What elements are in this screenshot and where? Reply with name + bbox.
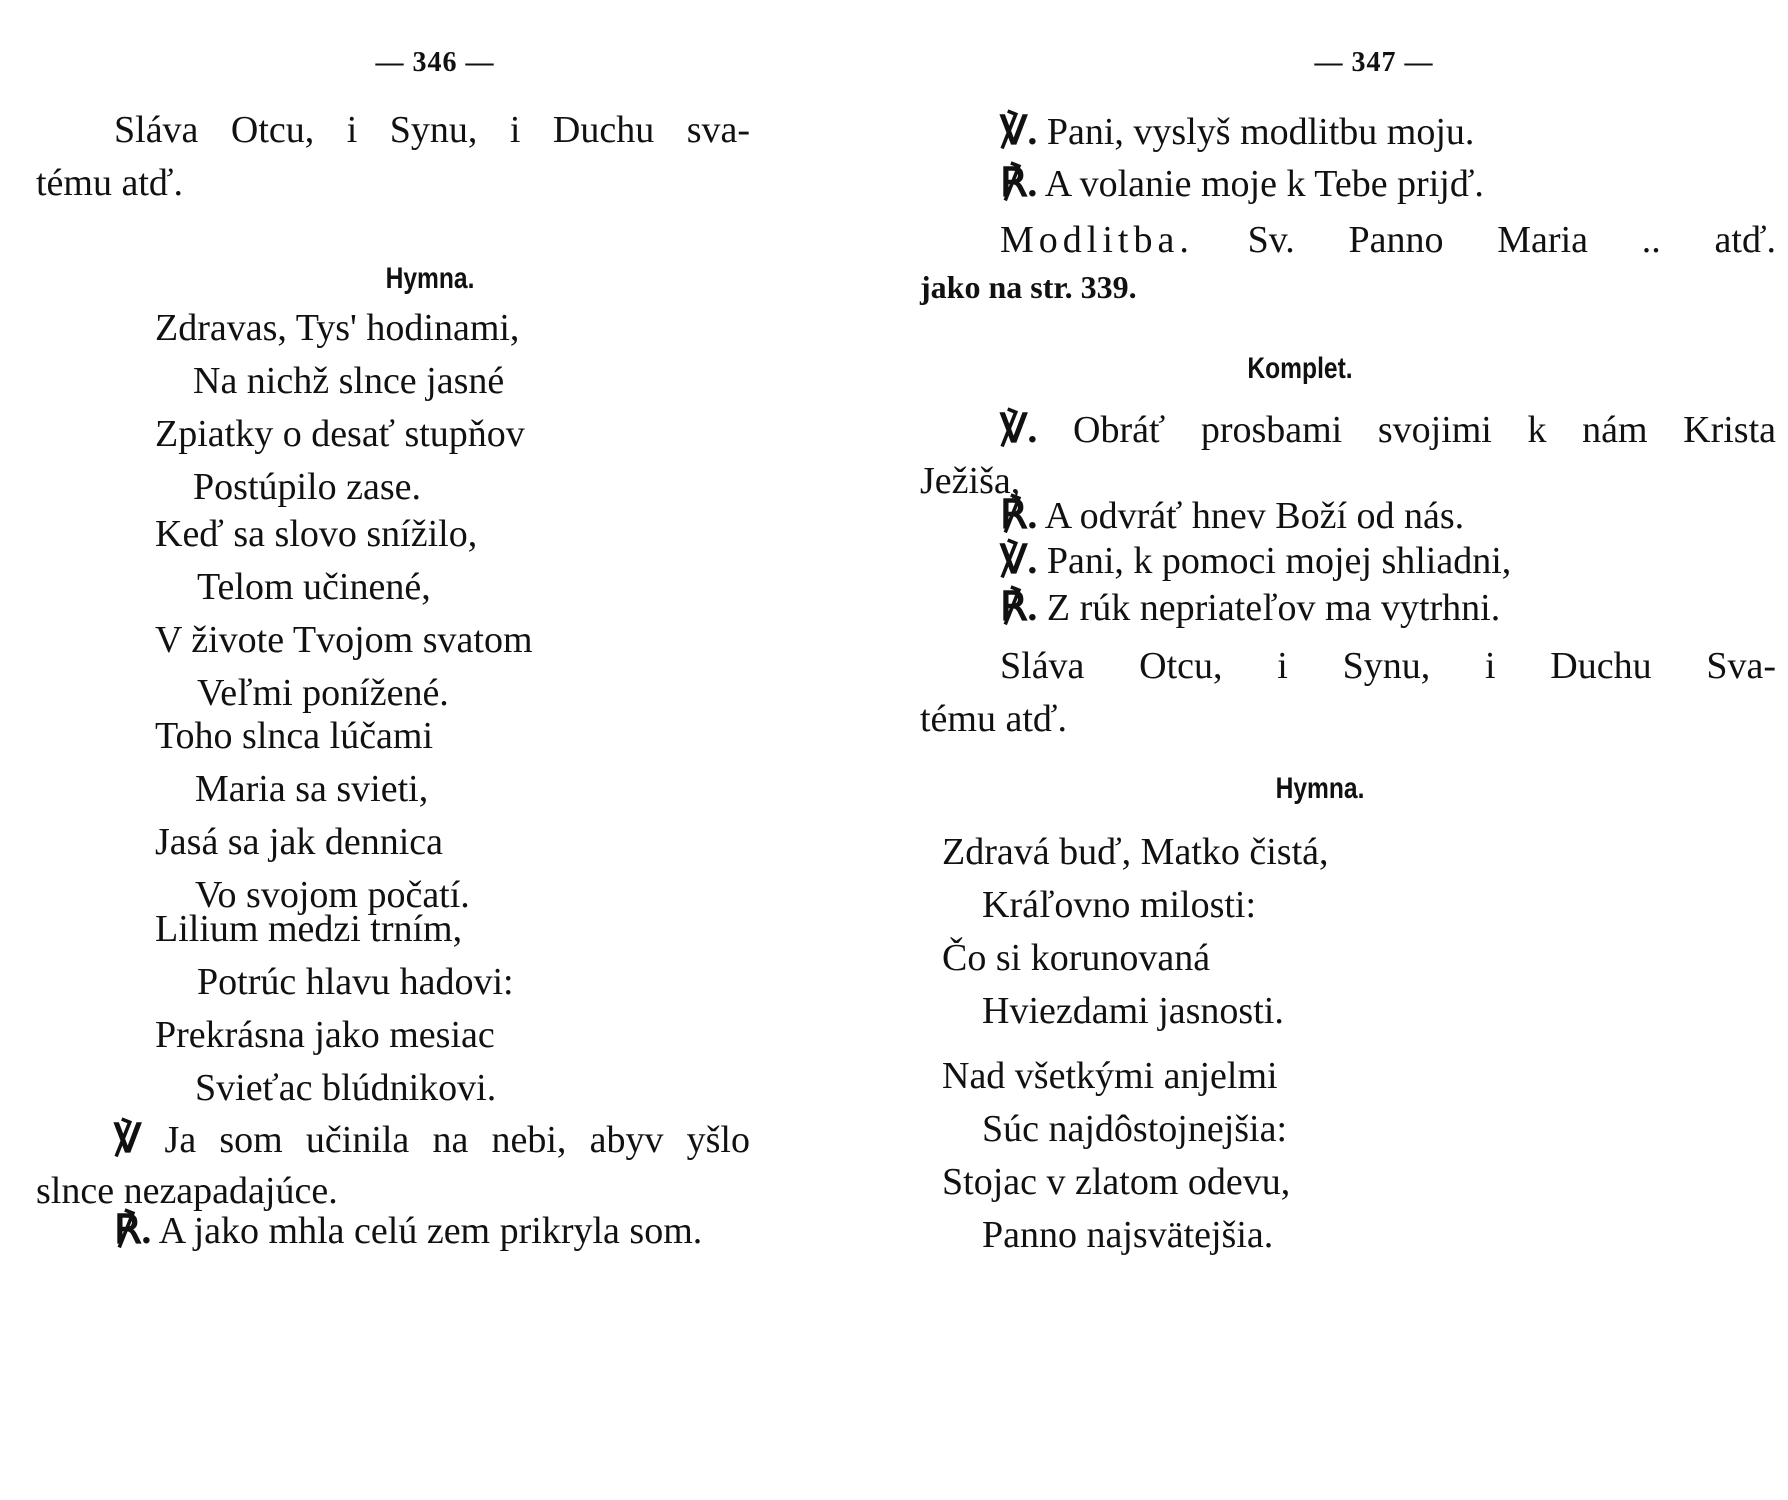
komplet-heading: Komplet. xyxy=(1247,352,1353,385)
versicle-right-2: ℣. Obráť prosbami svojimi k nám Krista Ježiša, xyxy=(920,406,1777,502)
page-number-left: — 346 — xyxy=(375,47,495,78)
versicle-symbol: ℣ xyxy=(114,1116,142,1161)
left-page xyxy=(0,0,880,1500)
stanza-left-2: Keď sa slovo snížilo, Telom učinené, V živote Tvojom svatom Veľmi ponížené. xyxy=(155,513,533,714)
response-right-2: ℟. A odvráť hnev Boží od nás. xyxy=(1000,492,1465,537)
doxology-right: Sláva Otcu, i Synu, i Duchu Sva- tému atď. xyxy=(920,645,1776,740)
doxology-left: Sláva Otcu, i Synu, i Duchu sva- tému atď. xyxy=(36,109,750,204)
response-symbol: ℟. xyxy=(1000,492,1038,537)
versicle-left: ℣ Ja som učinila na nebi, abyv yšlo slnce nezapadajúce. xyxy=(36,1116,750,1212)
page-number-right: — 347 — xyxy=(1314,47,1434,78)
versicle-symbol: ℣. xyxy=(1000,108,1038,153)
stanza-left-4: Lilium medzi trním, Potrúc hlavu hadovi: Prekrásna jako mesiac Svieťac blúdnikovi. xyxy=(155,908,514,1109)
response-right-3: ℟. Z rúk nepriateľov ma vytrhni. xyxy=(1000,584,1501,629)
response-symbol: ℟. xyxy=(1000,160,1038,205)
response-left: ℟. A jako mhla celú zem prikryla som. xyxy=(114,1207,703,1252)
stanza-right-2: Nad všetkými anjelmi Súc najdôstojnejšia: Stojac v zlatom odevu, Panno najsvätejšia. xyxy=(942,1055,1291,1256)
response-symbol: ℟. xyxy=(114,1207,152,1252)
versicle-right-1: ℣. Pani, vyslyš modlitbu moju. xyxy=(1000,108,1475,153)
response-right-1: ℟. A volanie moje k Tebe prijď. xyxy=(1000,160,1484,205)
versicle-right-3: ℣. Pani, k pomoci mojej shliadni, xyxy=(1000,537,1512,582)
stanza-right-1: Zdravá buď, Matko čistá, Kráľovno milosti: Čo si korunovaná Hviezdami jasnosti. xyxy=(942,831,1329,1032)
versicle-symbol: ℣. xyxy=(1000,537,1038,582)
response-symbol: ℟. xyxy=(1000,584,1038,629)
hymn-heading-left: Hymna. xyxy=(385,262,475,295)
versicle-symbol: ℣. xyxy=(1000,406,1038,451)
stanza-left-3: Toho slnca lúčami Maria sa svieti, Jasá sa jak dennica Vo svojom počatí. xyxy=(155,715,470,916)
prayer: Modlitba. Sv. Panno Maria .. atď. jako na str. 339. xyxy=(920,219,1777,305)
right-page xyxy=(920,0,1788,1500)
prayer-label: Modlitba. xyxy=(1000,219,1194,261)
hymn-heading-right: Hymna. xyxy=(1275,772,1365,805)
stanza-left-1: Zdravas, Tys' hodinami, Na nichž slnce jasné Zpiatky o desať stupňov Postúpilo zase. xyxy=(155,307,525,508)
